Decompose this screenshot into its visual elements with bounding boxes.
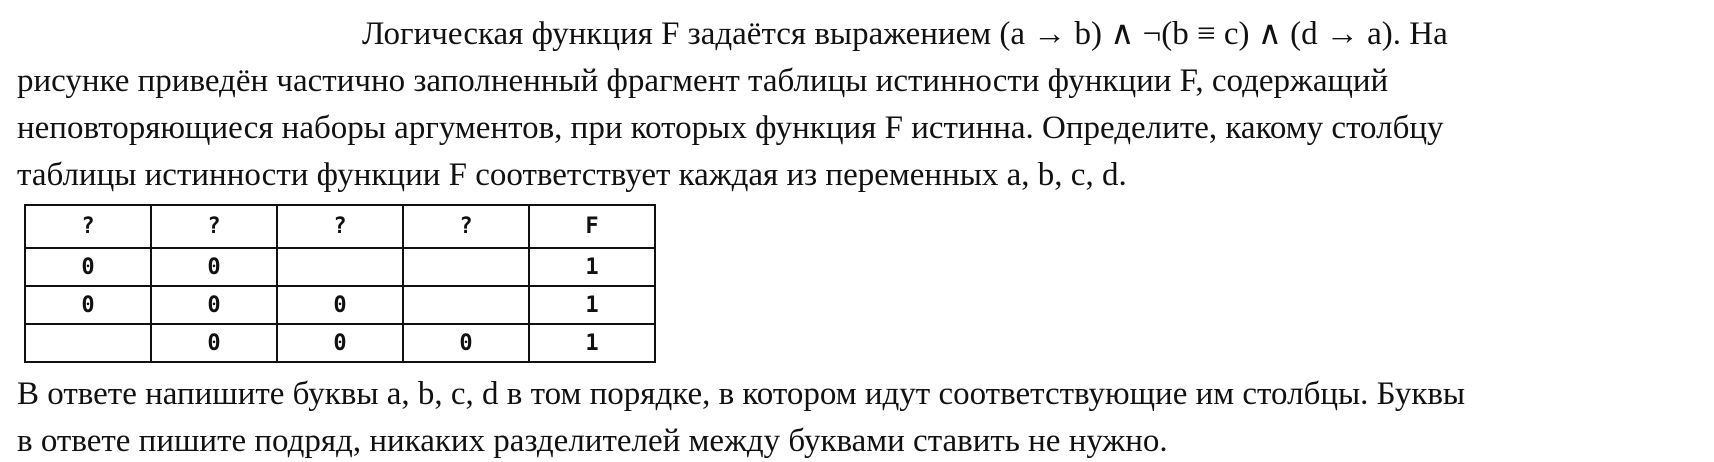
table-cell [25,324,151,362]
header-cell: ? [25,205,151,248]
table-cell: 0 [151,248,277,286]
truth-table [24,204,656,363]
answer-instructions-line-2: в ответе пишите подряд, никаких разделителей между буквами ставить не нужно. [17,423,1168,459]
table-row [25,248,655,286]
table-cell: 0 [277,286,403,324]
header-cell: ? [403,205,529,248]
table-row [25,286,655,324]
problem-text-line-4: таблицы истинности функции F соответствует каждая из переменных a, b, c, d. [17,157,1127,193]
problem-text-line-2: рисунке приведён частично заполненный фрагмент таблицы истинности функции F, содержащий [17,63,1389,99]
table-cell-f: 1 [529,324,655,362]
table-cell: 0 [25,286,151,324]
table-cell: 0 [403,324,529,362]
table-row [25,324,655,362]
table-cell [403,286,529,324]
table-cell: 0 [151,324,277,362]
header-cell: ? [151,205,277,248]
table-cell: 0 [25,248,151,286]
answer-instructions-line-1: В ответе напишите буквы a, b, c, d в том порядке, в котором идут соответствующие им столбцы. Буквы [17,376,1466,412]
table-cell: 0 [277,324,403,362]
header-cell-f: F [529,205,655,248]
problem-text-line-1: Логическая функция F задаётся выражением (a → b) ∧ ¬(b ≡ c) ∧ (d → a). На [362,16,1448,52]
table-cell-f: 1 [529,248,655,286]
table-cell [277,248,403,286]
header-cell: ? [277,205,403,248]
problem-text-line-3: неповторяющиеся наборы аргументов, при которых функция F истинна. Определите, какому столбцу [17,110,1444,146]
table-cell [403,248,529,286]
table-cell-f: 1 [529,286,655,324]
table-header-row [25,205,655,248]
table-cell: 0 [151,286,277,324]
